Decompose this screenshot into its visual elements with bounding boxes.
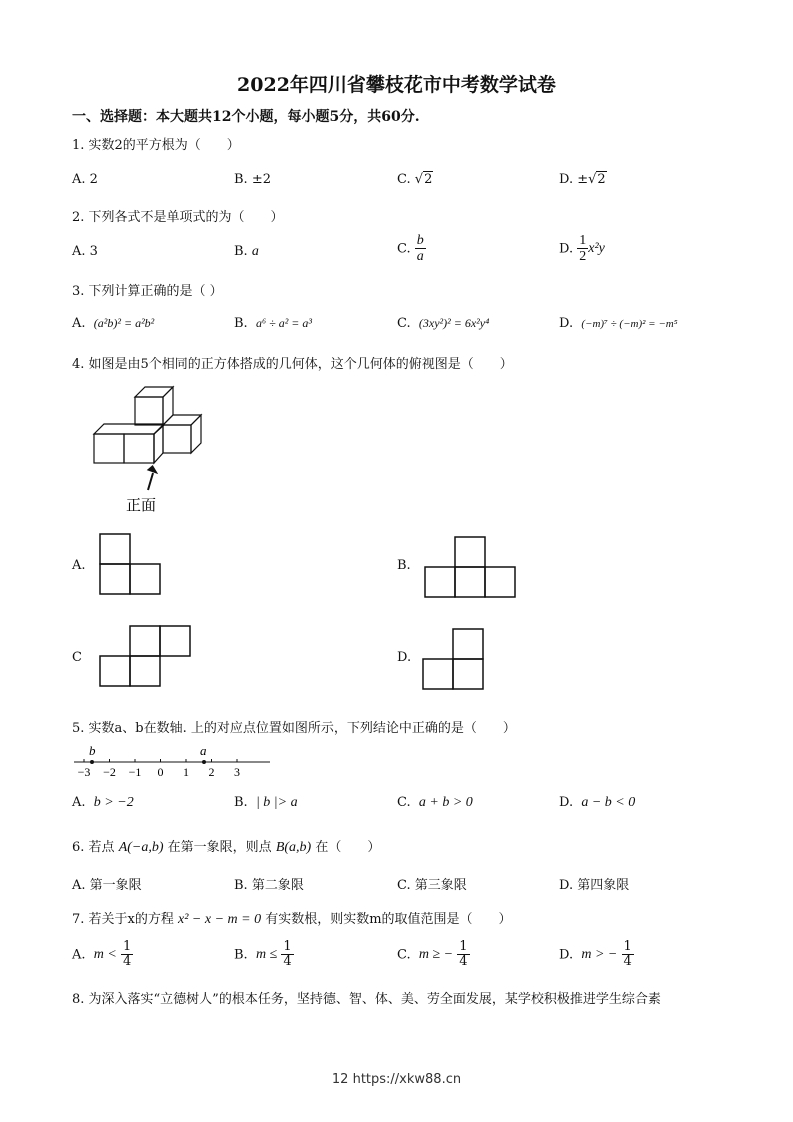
q2-option-d: D. $\frac{1}{2}$ x²y [559,233,605,265]
q1-option-b: B. ±2 [234,172,271,187]
q6-option-c: C. 第三象限 [397,878,467,893]
q5-option-d: D. a − b < 0 [559,795,636,810]
axis-tick-label: −1 [128,765,142,779]
axis-tick-label: −3 [77,765,91,779]
question-8-stem: 8. 为深入落实“立德树人”的根本任务，坚持德、智、体、美、劳全面发展，某学校积极推进学生综合素 [72,992,661,1007]
q6-option-a: A. 第一象限 [72,878,142,893]
q2-option-c: C. $\frac{b}{a}$ [397,233,424,265]
q5-option-c: C. a + b > 0 [397,795,473,810]
q7-option-d: D. m > − $\frac{1}{4}$ [559,939,632,970]
axis-tick-label: 2 [208,765,215,779]
q4-option-d-label: D. [397,650,412,665]
point-a-dot [202,760,206,764]
question-5-stem: 5. 实数a、b在数轴. 上的对应点位置如图所示，下列结论中正确的是（ ） [72,721,516,736]
section-heading: 一、选择题：本大题共12个小题，每小题5分，共60分. [72,109,420,125]
axis-tick-label: 3 [234,765,240,779]
axis-tick-label: −2 [103,765,116,779]
q5-option-b: B. | b |> a [234,795,298,810]
q4-option-d-figure [421,627,485,691]
q4-option-c-label: C [72,650,82,665]
axis-tick-label: 0 [157,765,164,779]
q4-option-b-label: B. [397,558,411,573]
q7-option-a: A. m < $\frac{1}{4}$ [72,939,132,970]
q3-option-a: A. (a²b)² = a²b² [72,316,155,331]
q1-option-d: D. ±√2 [559,172,606,187]
q2-option-a: A. 3 [72,244,98,259]
question-1-stem: 1. 实数2的平方根为（ ） [72,138,240,153]
q5-option-a: A. b > −2 [72,795,134,810]
q4-option-b-figure [423,535,517,599]
q6-option-d: D. 第四象限 [559,878,630,893]
q7-option-b: B. m ≤ $\frac{1}{4}$ [234,939,292,970]
question-7-stem: 7. 若关于x的方程 x² − x − m = 0 有实数根，则实数m的取值范围是（ ） [72,912,512,927]
q3-option-c: C. (3xy²)² = 6x²y⁴ [397,316,490,331]
question-3-stem: 3. 下列计算正确的是（ ） [72,284,223,299]
q4-option-a-label: A. [72,558,86,573]
q6-option-b: B. 第二象限 [234,878,304,893]
cube-solid-figure [90,385,220,515]
page-footer: 12 https://xkw88.cn [331,1072,462,1087]
question-2-stem: 2. 下列各式不是单项式的为（ ） [72,210,284,225]
point-a-label: a [200,743,207,758]
question-6-stem: 6. 若点 A(−a,b) 在第一象限，则点 B(a,b) 在（ ） [72,840,381,855]
point-b-dot [90,760,94,764]
number-line [70,740,270,780]
point-b-label: b [89,743,96,758]
q1-option-c: C. √2 [397,172,433,187]
axis-tick-label: 1 [183,765,189,779]
q4-option-a-figure [98,532,162,596]
front-label: 正面 [126,498,157,514]
page-title: 2022年四川省攀枝花市中考数学试卷 [237,74,556,96]
question-4-stem: 4. 如图是由5个相同的正方体搭成的几何体，这个几何体的俯视图是（ ） [72,357,513,372]
q3-option-d: D. (−m)⁷ ÷ (−m)² = −m⁵ [559,316,678,331]
q7-option-c: C. m ≥ − $\frac{1}{4}$ [397,939,468,970]
q2-option-b: B. a [234,244,259,259]
q4-option-c-figure [98,624,192,688]
q1-option-a: A. 2 [72,172,98,187]
q3-option-b: B. a⁶ ÷ a² = a³ [234,316,313,331]
front-arrow [148,473,153,490]
